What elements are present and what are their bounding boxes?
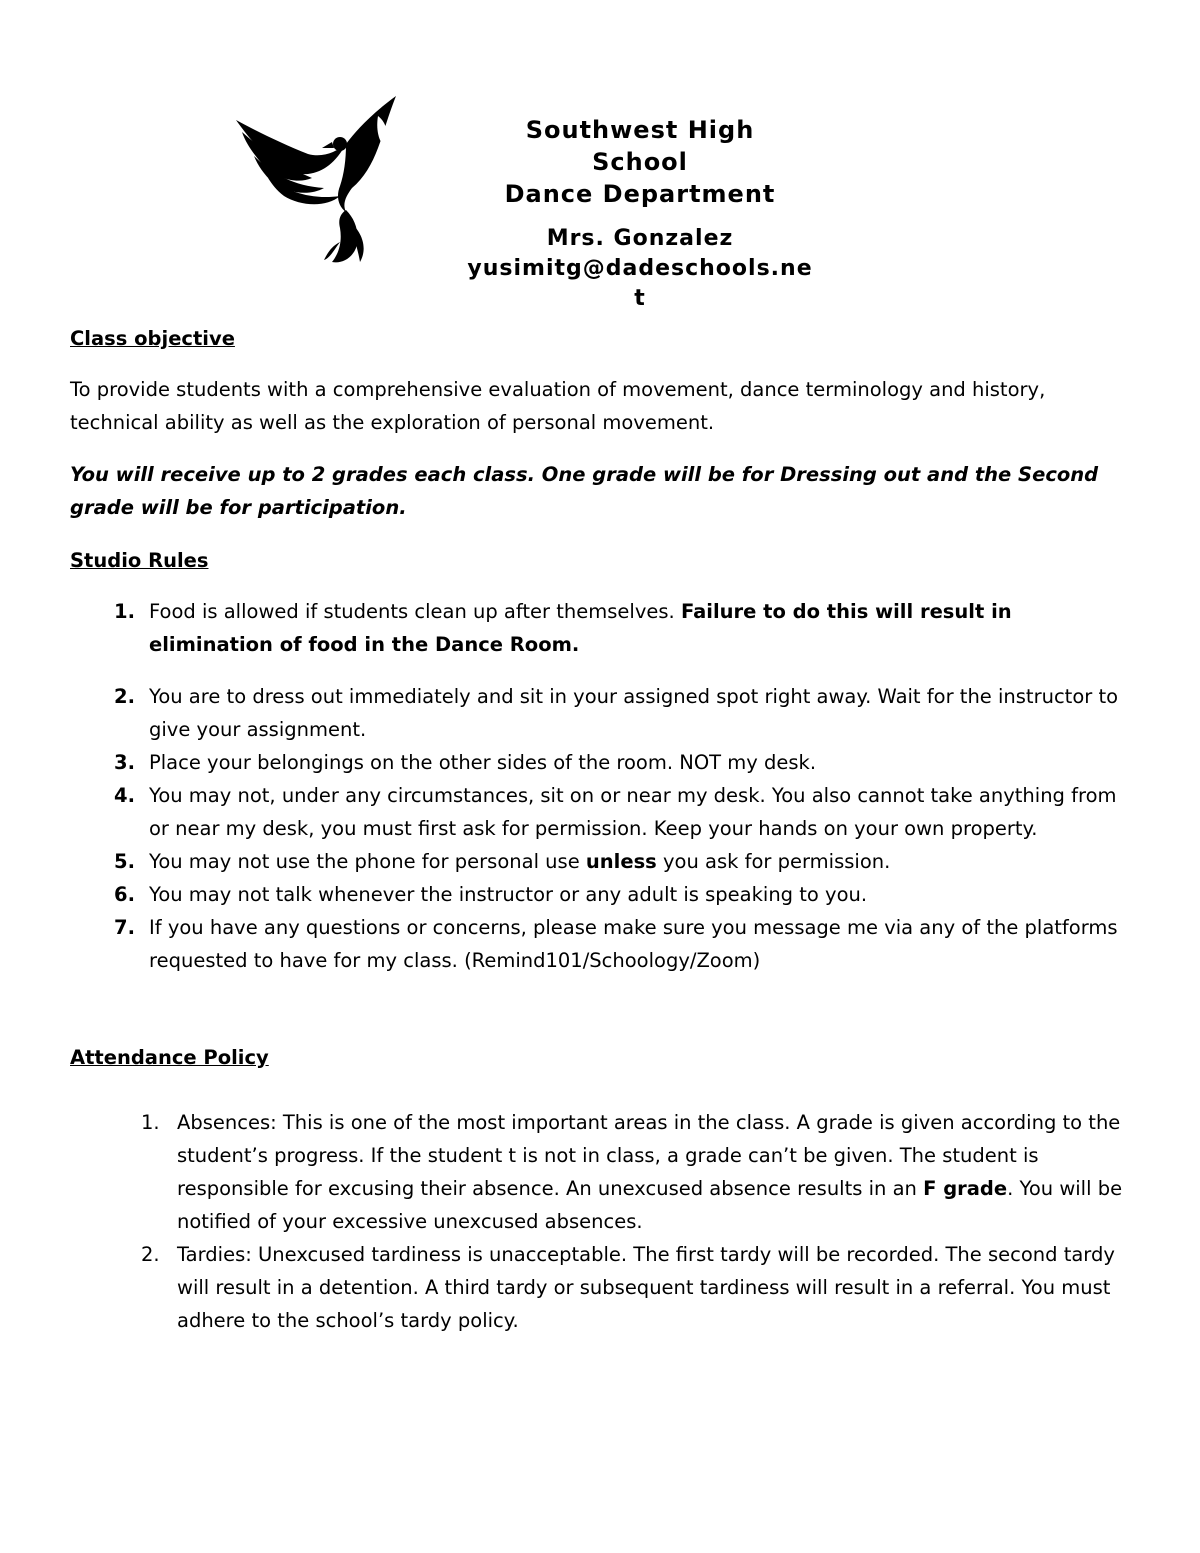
list-item: 2. You are to dress out immediately and sit in your assigned spot right away. Wait for the instructor to give your assignment. (114, 685, 1119, 741)
list-item: 2. Tardies: Unexcused tardiness is unacceptable. The first tardy will be recorded. The second tardy will result in a detention. A third tardy or subsequent tardiness will result in a referral. You must adhere to the school’s tardy policy. (141, 1243, 1115, 1332)
school-name-line1: Southwest High (525, 116, 755, 144)
grades-note: You will receive up to 2 grades each class. One grade will be for Dressing out and the Second grade will be for participation. (70, 463, 1099, 519)
list-item: 5. You may not use the phone for personal use unless you ask for permission. (114, 850, 891, 873)
list-item: 3. Place your belongings on the other sides of the room. NOT my desk. (114, 751, 817, 774)
department-name: Dance Department (504, 180, 776, 208)
class-objective-heading: Class objective (70, 327, 235, 350)
teacher-name: Mrs. Gonzalez (546, 226, 734, 251)
phoenix-bird-icon (228, 92, 404, 268)
list-item: 4. You may not, under any circumstances, sit on or near my desk. You also cannot take anything from or near my desk, you must first ask for permission. Keep your hands on your own property. (114, 784, 1117, 840)
list-item: 6. You may not talk whenever the instructor or any adult is speaking to you. (114, 883, 868, 906)
document-header (460, 114, 820, 314)
document-body (70, 322, 1130, 1337)
list-item: 7. If you have any questions or concerns, please make sure you message me via any of the platforms requested to have for my class. (Remind101/Schoology/Zoom) (114, 916, 1118, 972)
attendance-policy-heading: Attendance Policy (70, 1046, 269, 1069)
school-name-line2: School (592, 148, 688, 176)
studio-rules-heading: Studio Rules (70, 549, 209, 572)
contact-block (460, 224, 820, 314)
attendance-policy-list (70, 1106, 1130, 1337)
class-objective-text: To provide students with a comprehensive evaluation of movement, dance terminology and history, technical ability as well as the exploration of personal movement. (70, 378, 1046, 434)
list-item: 1. Absences: This is one of the most important areas in the class. A grade is given according to the student’s progress. If the student t is not in class, a grade can’t be given. The student is responsible for excusing their absence. An unexcused absence results in an F grade. You will be notified of your excessive unexcused absences. (141, 1111, 1123, 1233)
studio-rules-list (70, 595, 1130, 977)
teacher-email: yusimitg@dadeschools.net (467, 256, 813, 311)
list-item: 1. Food is allowed if students clean up after themselves. Failure to do this will result in elimination of food in the Dance Room. (114, 600, 1012, 656)
